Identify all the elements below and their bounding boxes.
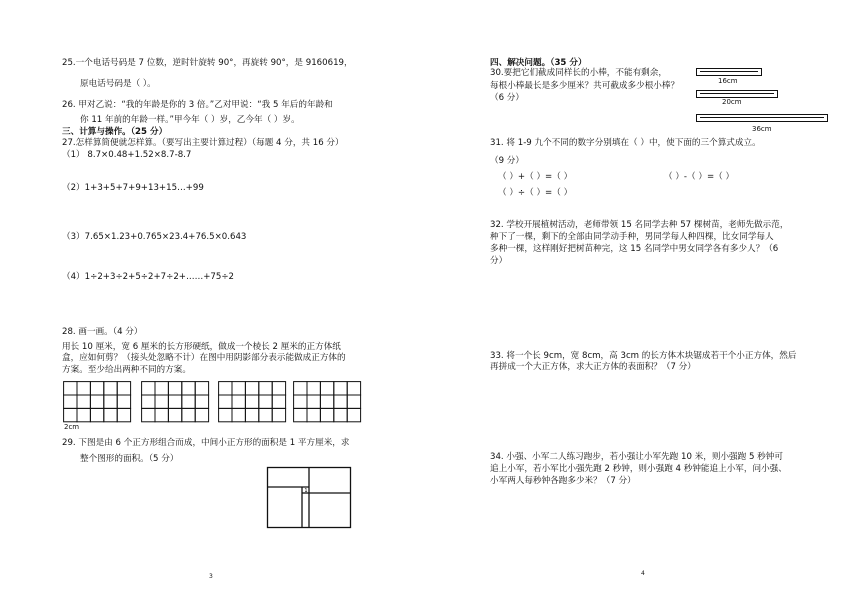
grid-cell[interactable] — [219, 395, 232, 408]
stick-20cm — [696, 90, 778, 98]
grid-cell[interactable] — [104, 395, 117, 408]
grid-cell[interactable] — [168, 408, 181, 421]
stick-16cm-label: 16cm — [718, 77, 738, 85]
six-squares-figure — [267, 467, 351, 528]
grid-cell[interactable] — [117, 408, 130, 421]
grid-cell[interactable] — [64, 382, 77, 395]
q33-line2: 再拼成一个大正方体，求大正方体的表面积？（7 分） — [490, 362, 696, 372]
q31-line1: 31. 将 1-9 九个不同的数字分别填在（ ）中，使下面的三个算式成立。 — [490, 138, 761, 148]
q27-item1: （1） 8.7×0.48+1.52×8.7-8.7 — [62, 150, 192, 160]
grid-cell[interactable] — [64, 408, 77, 421]
section3-heading: 三、计算与操作。（25 分） — [62, 127, 168, 137]
section4-heading: 四、解决问题。（35 分） — [490, 58, 587, 68]
q34-line2: 追上小军，若小军比小强先跑 2 秒钟，则小强跑 4 秒钟能追上小军，问小强、 — [490, 464, 787, 474]
grid-cell[interactable] — [195, 408, 208, 421]
q28-line3: 盒，应如何剪？（接头处忽略不计）在图中用阴影部分表示能做成正方体的 — [62, 353, 346, 363]
grid-cell[interactable] — [320, 395, 333, 408]
grid-cell[interactable] — [219, 382, 232, 395]
grid-cell[interactable] — [77, 408, 90, 421]
q26-line2: 你 11 年前的年龄一样。”甲今年（ ）岁，乙今年（ ）岁。 — [80, 115, 300, 125]
grid-cell[interactable] — [142, 395, 155, 408]
q31-eq-div: （ ）÷（ ）=（ ） — [498, 188, 573, 198]
grid-cell[interactable] — [168, 382, 181, 395]
q30-line3: （6 分） — [490, 93, 524, 103]
grid-cell[interactable] — [259, 395, 272, 408]
q25-line2: 原电话号码是（ ）。 — [80, 79, 156, 89]
grid-cell[interactable] — [195, 382, 208, 395]
q34-line3: 小军两人每秒钟各跑多少米？（7 分） — [490, 476, 636, 486]
grid-cell[interactable] — [90, 408, 103, 421]
grid-cell[interactable] — [307, 408, 320, 421]
grid-cell[interactable] — [347, 382, 360, 395]
q28-line4: 方案。至少给出两种不同的方案。 — [62, 365, 191, 375]
grid-cell[interactable] — [294, 395, 307, 408]
grid-cell[interactable] — [307, 382, 320, 395]
grid-cell[interactable] — [347, 395, 360, 408]
q32-line4: 分） — [490, 256, 508, 266]
grid-cell[interactable] — [245, 395, 258, 408]
stick-16cm — [696, 68, 762, 76]
stick-36cm-label: 36cm — [752, 125, 772, 133]
small-square-label: 1 — [304, 488, 308, 494]
q34-line1: 34. 小强、小军二人练习跑步，若小强让小军先跑 10 米，则小强跑 5 秒钟可 — [490, 452, 783, 462]
grid-cell[interactable] — [155, 408, 168, 421]
grid-cell[interactable] — [182, 408, 195, 421]
q27-item4: （4）1÷2+3÷2+5÷2+7÷2+……+75÷2 — [62, 272, 234, 282]
grid-cell[interactable] — [334, 395, 347, 408]
grid-cell[interactable] — [232, 395, 245, 408]
page-number-right: 4 — [641, 570, 645, 577]
grid-cell[interactable] — [334, 382, 347, 395]
q31-eq-add: （ ）+（ ）=（ ） — [498, 172, 573, 182]
page-number-left: 3 — [209, 573, 213, 580]
cutting-grid-2[interactable] — [141, 381, 209, 423]
grid-scale-label: 2cm — [64, 423, 80, 431]
grid-cell[interactable] — [182, 395, 195, 408]
grid-cell[interactable] — [259, 382, 272, 395]
grid-cell[interactable] — [104, 408, 117, 421]
grid-cell[interactable] — [320, 382, 333, 395]
grid-cell[interactable] — [90, 382, 103, 395]
grid-cell[interactable] — [142, 382, 155, 395]
grid-cell[interactable] — [64, 395, 77, 408]
grid-cell[interactable] — [117, 395, 130, 408]
grid-cell[interactable] — [90, 395, 103, 408]
grid-cell[interactable] — [294, 382, 307, 395]
q32-line2: 种下了一棵，剩下的全部由同学动手种，男同学每人种四棵，比女同学每人 — [490, 232, 774, 242]
grid-cell[interactable] — [195, 395, 208, 408]
grid-cell[interactable] — [182, 382, 195, 395]
grid-cell[interactable] — [347, 408, 360, 421]
q27-item2: （2）1+3+5+7+9+13+15…+99 — [62, 183, 204, 193]
cutting-grid-3[interactable] — [218, 381, 286, 423]
grid-cell[interactable] — [219, 408, 232, 421]
q33-line1: 33. 将一个长 9cm，宽 8cm，高 3cm 的长方体木块锯成若干个小正方体，然后 — [490, 351, 797, 361]
grid-cell[interactable] — [104, 382, 117, 395]
grid-cell[interactable] — [245, 382, 258, 395]
cutting-grid-4[interactable] — [293, 381, 361, 423]
grid-cell[interactable] — [320, 408, 333, 421]
stick-20cm-label: 20cm — [722, 98, 742, 106]
q28-line2: 用长 10 厘米，宽 6 厘米的长方形硬纸，做成⼀个棱长 2 厘米的正方体纸 — [62, 342, 341, 352]
grid-cell[interactable] — [272, 408, 285, 421]
q32-line3: 多种一棵，这样刚好把树苗种完，这 15 名同学中男女同学各有多少人？（6 — [490, 244, 779, 254]
q31-eq-sub: （ ）-（ ）=（ ） — [664, 172, 735, 182]
grid-cell[interactable] — [77, 382, 90, 395]
cutting-grid-1[interactable] — [63, 381, 131, 423]
grid-cell[interactable] — [272, 382, 285, 395]
q32-line1: 32. 学校开展植树活动，老师带领 15 名同学去种 57 棵树苗，老师先做示范， — [490, 220, 789, 230]
grid-cell[interactable] — [294, 408, 307, 421]
grid-cell[interactable] — [77, 395, 90, 408]
q25-line1: 25.一个电话号码是 7 位数，逆时针旋转 90°，再旋转 90°，是 9160619， — [62, 58, 353, 68]
q29-line1: 29. 下图是由 6 个正方形组合而成，中间小正方形的面积是 1 平方厘米，求 — [62, 438, 350, 448]
q28-title: 28. 画一画。（4 分） — [62, 327, 143, 337]
q30-line1: 30.要把它们截成同样长的小棒，不能有剩余， — [490, 68, 667, 78]
grid-cell[interactable] — [259, 408, 272, 421]
grid-cell[interactable] — [245, 408, 258, 421]
q30-line2: 每根小棒最长是多少厘米？共可截成多少根小棒？ — [490, 81, 680, 91]
grid-cell[interactable] — [307, 395, 320, 408]
grid-cell[interactable] — [155, 382, 168, 395]
grid-cell[interactable] — [168, 395, 181, 408]
q27-item3: （3）7.65×1.23+0.765×23.4+76.5×0.643 — [62, 232, 247, 242]
grid-cell[interactable] — [142, 408, 155, 421]
stick-36cm — [696, 114, 828, 122]
q26-line1: 26. 甲对乙说：“我的年龄是你的 3 倍。”乙对甲说：“我 5 年后的年龄和 — [62, 100, 333, 110]
q29-line2: 整个图形的面积。（5 分） — [80, 454, 179, 464]
q31-line2: （9 分） — [490, 156, 524, 166]
grid-cell[interactable] — [232, 408, 245, 421]
q27-prompt: 27.怎样算简便就怎样算。（要写出主要计算过程）（每题 4 分，共 16 分） — [62, 138, 344, 148]
grid-cell[interactable] — [272, 395, 285, 408]
grid-cell[interactable] — [232, 382, 245, 395]
grid-cell[interactable] — [155, 395, 168, 408]
grid-cell[interactable] — [334, 408, 347, 421]
grid-cell[interactable] — [117, 382, 130, 395]
